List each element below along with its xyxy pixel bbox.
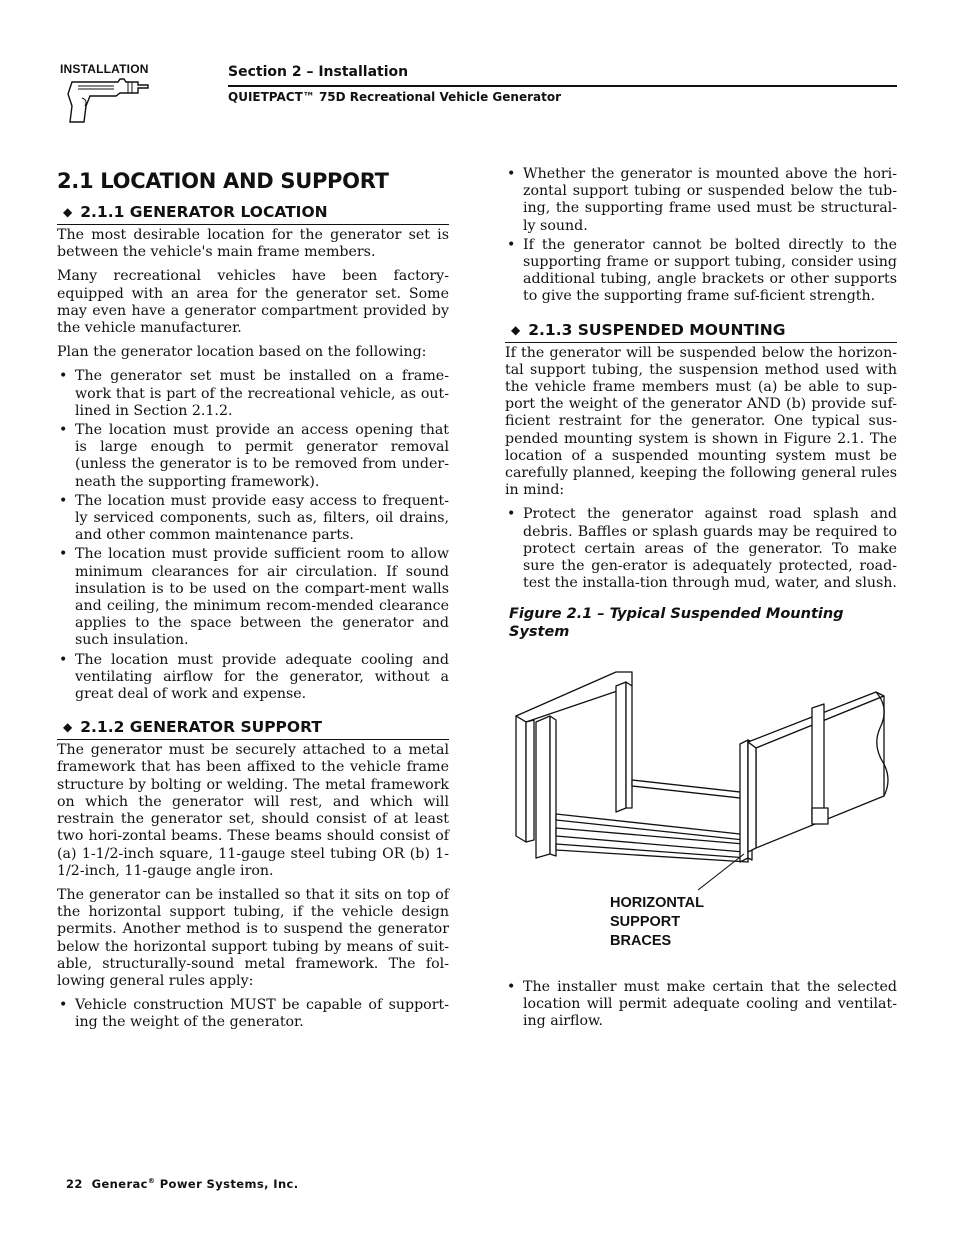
left-column xyxy=(57,168,449,1040)
heading-text: 2.1.2 GENERATOR SUPPORT xyxy=(80,718,322,737)
list-item: • Protect the generator against road splash and debris. Baffles or splash guards may be required to protect certain areas of the generator. To make sure the gen-erator is adequately protected, road-test the installa-tion through mud, water, and slush. xyxy=(507,506,897,592)
page-number: 22 xyxy=(66,1177,83,1191)
diamond-bullet-icon: ◆ xyxy=(63,720,73,735)
page-footer xyxy=(66,1177,299,1191)
bullet-icon: • xyxy=(59,651,68,668)
diamond-bullet-icon: ◆ xyxy=(511,322,521,337)
list-item: • The location must provide sufficient room to allow minimum clearances for air circulation. If sound insulation is to be used on the compart-ment walls and ceiling, the minimum recom-mended clearance applies to the space between the generator and such insulation. xyxy=(59,546,449,649)
list-item: • Whether the generator is mounted above the hori-zontal support tubing or suspended below the tub-ing, the supporting frame used must be structural-ly sound. xyxy=(507,166,897,234)
bullet-icon: • xyxy=(59,546,68,563)
bullet-icon: • xyxy=(59,492,68,509)
callout-line: HORIZONTAL xyxy=(610,895,704,911)
company-name: Generac xyxy=(91,1177,148,1191)
list-item: • The location must provide adequate cooling and ventilating airflow for the generator, without a great deal of work and expense. xyxy=(59,651,449,703)
list-item: • The generator set must be installed on a frame-work that is part of the recreational vehicle, as out-lined in Section 2.1.2. xyxy=(59,368,449,419)
heading-generator-location xyxy=(57,202,449,225)
suspended-bullet-list xyxy=(505,506,897,592)
callout-line: SUPPORT xyxy=(610,914,681,930)
paragraph: The generator must be securely attached to a metal framework that has been affixed to the vehicle frame structure by bolting or welding. The metal framework on which the generator will rest, and which will restrain the generator set, should consist of at least two hori-zontal beams. These beams should consist of (a) 1-1/2-inch square, 11-gauge steel tubing OR (b) 1-1/2-inch, 11-gauge angle iron. xyxy=(57,742,449,879)
installation-badge xyxy=(58,62,168,132)
location-bullet-list xyxy=(57,368,449,703)
figure-caption: Figure 2.1 – Typical Suspended Mounting System xyxy=(509,606,844,640)
figure-callout-label xyxy=(610,894,704,951)
frame-bullet-list xyxy=(505,166,897,306)
paragraph: The most desirable location for the generator set is between the vehicle's main frame members. xyxy=(57,227,449,261)
callout-line: BRACES xyxy=(610,933,672,949)
bullet-icon: • xyxy=(507,236,516,253)
bullet-icon: • xyxy=(59,368,68,385)
paragraph: The generator can be installed so that it sits on top of the horizontal support tubing, if the vehicle design permits. Another method is to suspend the generator below the horizontal support tubing by means of suit-able, structurally-sound metal framework. The fol-lowing general rules apply: xyxy=(57,886,449,989)
registered-mark: ® xyxy=(147,1177,156,1186)
list-item: • Vehicle construction MUST be capable of support-ing the weight of the generator. xyxy=(59,997,449,1031)
section-title: Section 2 – Installation xyxy=(228,64,409,80)
heading-generator-support xyxy=(57,717,449,740)
after-figure-text xyxy=(505,979,897,1039)
bullet-icon: • xyxy=(507,979,516,995)
list-item: • If the generator cannot be bolted directly to the supporting frame or support tubing, consider using additional tubing, angle brackets or other supports to give the supporting frame suf-ficient strength. xyxy=(507,236,897,305)
paragraph: Many recreational vehicles have been factory-equipped with an area for the generator set. Some may even have a generator compartment provided by the vehicle manufacturer. xyxy=(57,268,449,337)
installation-badge-label: INSTALLATION xyxy=(60,62,149,76)
support-bullet-list xyxy=(57,997,449,1031)
page-title: 2.1 LOCATION AND SUPPORT xyxy=(57,169,389,193)
drill-icon xyxy=(58,76,153,128)
list-item: • The location must provide an access opening that is large enough to permit generator removal (unless the generator is to be removed from under-neath the supporting framework). xyxy=(59,422,449,490)
heading-text: 2.1.3 SUSPENDED MOUNTING xyxy=(528,320,786,339)
list-item: • The location must provide easy access to frequent-ly serviced components, such as, filters, oil drains, and other common maintenance parts. xyxy=(59,492,449,544)
company-name-rest: Power Systems, Inc. xyxy=(155,1177,299,1191)
bullet-icon: • xyxy=(507,166,516,182)
bullet-icon: • xyxy=(507,506,516,523)
paragraph: Plan the generator location based on the following: xyxy=(57,344,427,361)
right-column xyxy=(505,166,897,641)
heading-text: 2.1.1 GENERATOR LOCATION xyxy=(80,203,328,221)
heading-suspended-mounting xyxy=(505,320,897,343)
paragraph: If the generator will be suspended below the horizon-tal support tubing, the suspension method used with the vehicle frame members must (a) be able to sup-port the weight of the generator AND (b) provide suf-ficient restraint for the generator. One typical sus-pended mounting system is shown in Figure 2.1. The location of a suspended mounting system must be carefully planned, keeping the following general rules in mind: xyxy=(505,344,897,499)
header-rule xyxy=(228,85,897,87)
diamond-bullet-icon: ◆ xyxy=(63,205,73,219)
list-item: • The installer must make certain that the selected location will permit adequate cooling and ventilat-ing airflow. xyxy=(507,979,897,1030)
cooling-bullet-list xyxy=(505,979,897,1031)
document-subtitle: QUIETPACT™ 75D Recreational Vehicle Generator xyxy=(228,90,562,104)
bullet-icon: • xyxy=(59,422,68,439)
bullet-icon: • xyxy=(59,997,68,1014)
